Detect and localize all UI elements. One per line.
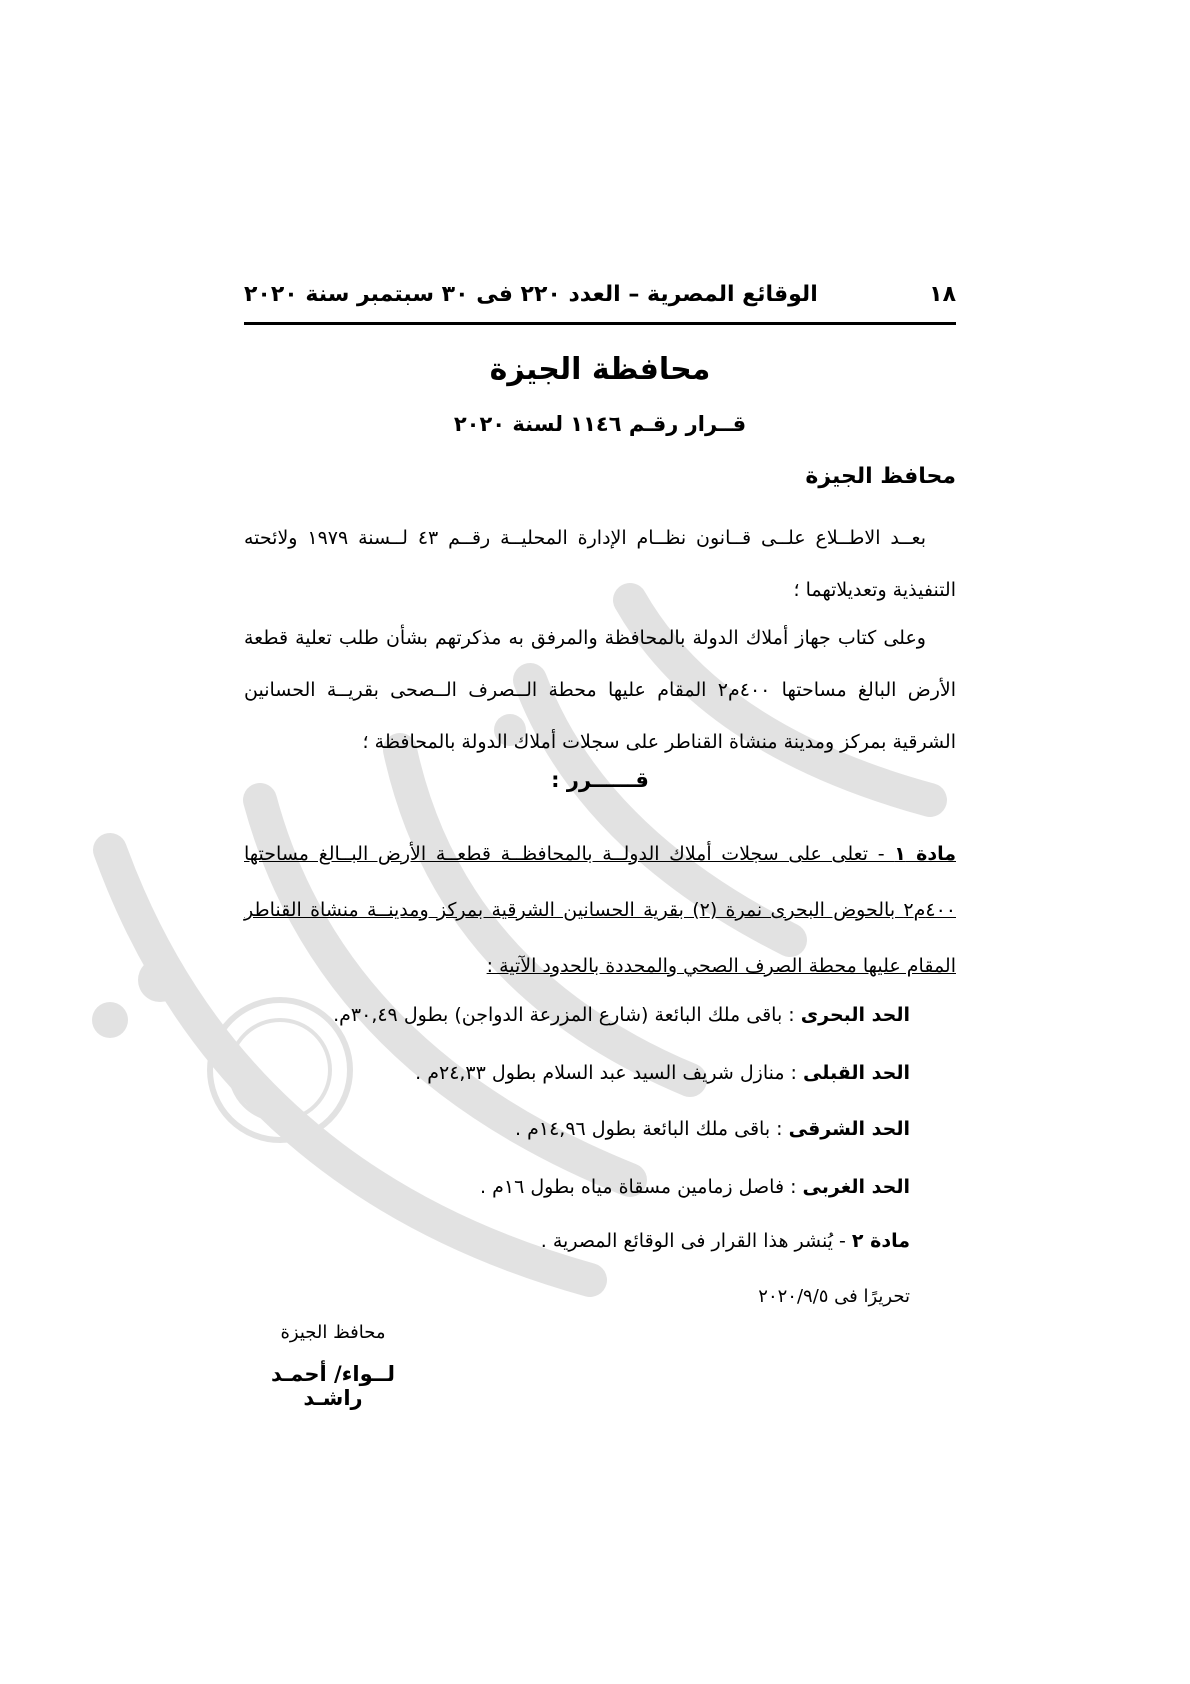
boundary-label: الحد القبلى xyxy=(803,1062,910,1084)
article-1-text: - تعلى على سجلات أملاك الدولــة بالمحافظــة قطعــة الأرض البــالغ مساحتها ٤٠٠م٢ بالحوض البحرى نمرة (٢) بقرية الحسانين الشرقية بمركز ومدينــة منشاة القناطر المقام عليها محطة الصرف الصحي والمحددة بالحدود الآتية : xyxy=(244,843,956,977)
boundary-label: الحد الغربى xyxy=(802,1176,910,1198)
boundary-label: الحد البحرى xyxy=(800,1004,910,1026)
boundary-text: : منازل شريف السيد عبد السلام بطول ٢٤,٣٣م . xyxy=(415,1062,803,1084)
header-rule xyxy=(244,322,956,325)
page-number: ١٨ xyxy=(929,281,956,307)
boundary-text: : باقى ملك البائعة بطول ١٤,٩٦م . xyxy=(515,1118,789,1140)
preamble-paragraph-2: وعلى كتاب جهاز أملاك الدولة بالمحافظة والمرفق به مذكرتهم بشأن طلب تعلية قطعة الأرض البالغ مساحتها ٤٠٠م٢ المقام عليها محطة الــصرف الــصحى بقريــة الحسانين الشرقية بمركز ومدينة منشاة القناطر على سجلات أملاك الدولة بالمحافظة ؛ xyxy=(244,627,957,753)
boundary-north xyxy=(244,1004,910,1026)
article-2-text: - يُنشر هذا القرار فى الوقائع المصرية . xyxy=(540,1230,852,1252)
preamble-paragraph-1: بعــد الاطــلاع علــى قــانون نظــام الإدارة المحليــة رقــم ٤٣ لــسنة ١٩٧٩ ولائحته التنفيذية وتعديلاتهما ؛ xyxy=(244,527,956,601)
issue-title: الوقائع المصرية – العدد ٢٢٠ فى ٣٠ سبتمبر سنة ٢٠٢٠ xyxy=(244,281,818,307)
article-1-label: مادة ١ xyxy=(894,843,956,865)
article-2 xyxy=(244,1230,910,1252)
decree-title: قــرار رقـم ١١٤٦ لسنة ٢٠٢٠ xyxy=(453,412,747,436)
boundary-south xyxy=(244,1062,910,1084)
decided-heading: قــــــرر : xyxy=(551,768,649,792)
issuer-role: محافظ الجيزة xyxy=(805,464,956,489)
boundary-text: : باقى ملك البائعة (شارع المزرعة الدواجن) بطول ٣٠,٤٩م. xyxy=(333,1004,801,1026)
governorate-title: محافظة الجيزة xyxy=(489,352,711,387)
boundary-label: الحد الشرقى xyxy=(788,1118,910,1140)
article-2-label: مادة ٢ xyxy=(851,1230,910,1252)
article-1 xyxy=(244,826,956,994)
page-header xyxy=(244,272,956,316)
boundary-west xyxy=(244,1176,910,1198)
signatory-role: محافظ الجيزة xyxy=(280,1322,386,1343)
boundary-text: : فاصل زمامين مسقاة مياه بطول ١٦م . xyxy=(480,1176,803,1198)
signatory-name: لــواء/ أحمـد راشـد xyxy=(270,1362,396,1410)
boundary-east xyxy=(244,1118,910,1140)
issue-date: تحريرًا فى ٢٠٢٠/٩/٥ xyxy=(758,1286,910,1307)
